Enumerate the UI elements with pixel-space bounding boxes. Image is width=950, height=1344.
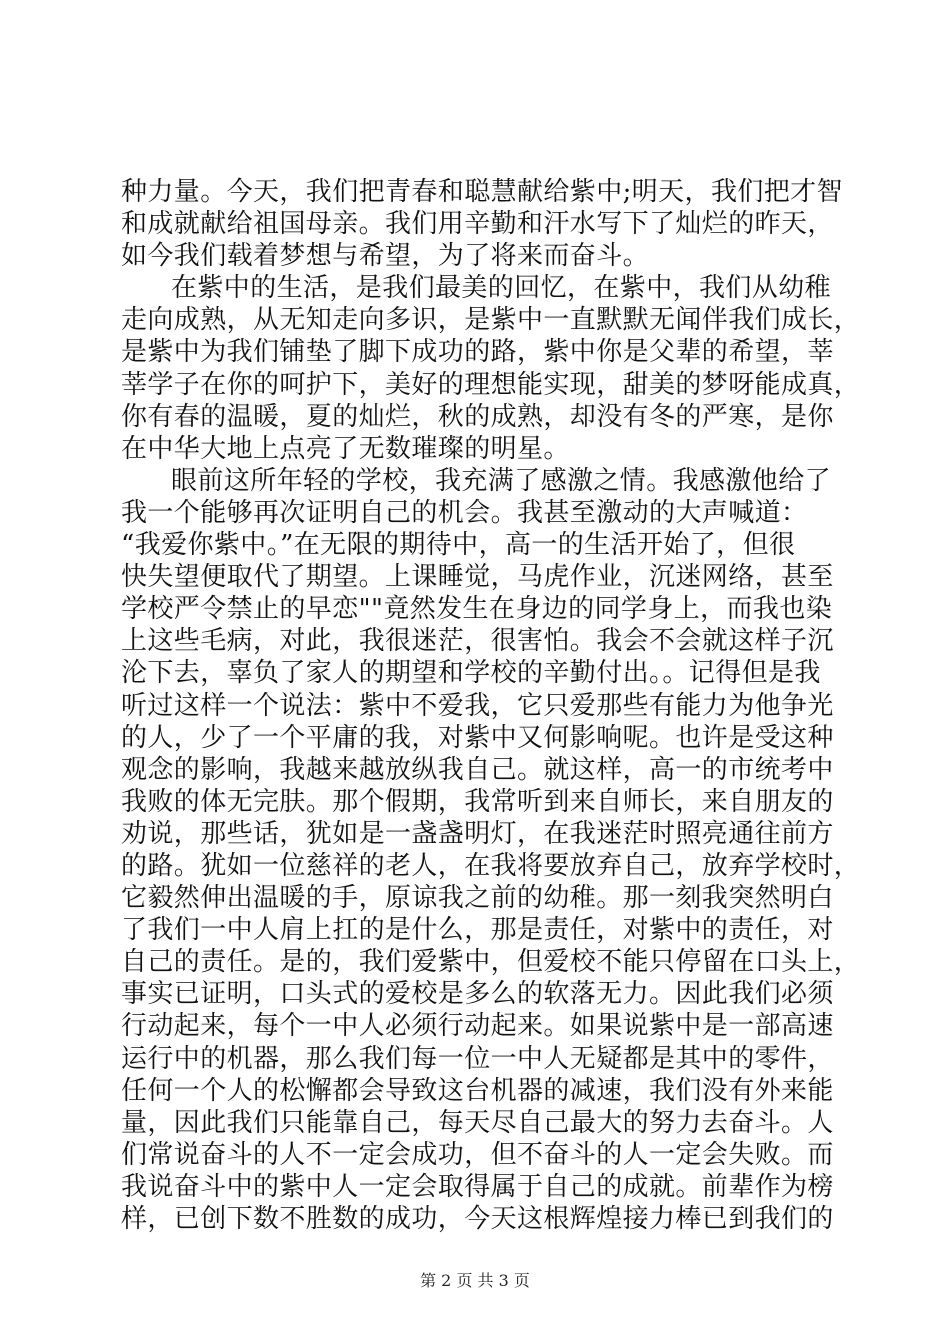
text-line: 和成就献给祖国母亲。我们用辛勤和汗水写下了灿烂的昨天， [121, 209, 834, 240]
body-text [121, 176, 861, 1235]
text-line: 快失望便取代了期望。上课睡觉，马虎作业，沉迷网络，甚至 [121, 562, 834, 593]
paragraph-first-line: 眼前这所年轻的学校，我充满了感激之情。我感激他给了 [171, 465, 832, 496]
text-line: 自己的责任。是的，我们爱紫中，但爱校不能只停留在口头上， [121, 947, 861, 978]
text-line: 上这些毛病，对此，我很迷茫，很害怕。我会不会就这样子沉 [121, 626, 834, 657]
page-number-footer: 第 2 页 共 3 页 [420, 1271, 530, 1290]
text-line: 们常说奋斗的人不一定会成功，但不奋斗的人一定会失败。而 [121, 1139, 834, 1170]
text-line: 是紫中为我们铺垫了脚下成功的路，紫中你是父辈的希望，莘 [121, 337, 834, 368]
text-line: 沦下去，辜负了家人的期望和学校的辛勤付出。。记得但是我 [121, 658, 821, 689]
text-line: 莘学子在你的呵护下，美好的理想能实现，甜美的梦呀能成真， [121, 369, 861, 400]
text-line: 运行中的机器，那么我们每一位一中人无疑都是其中的零件， [121, 1043, 834, 1074]
text-line: 我一个能够再次证明自己的机会。我甚至激动的大声喊道： [121, 497, 808, 528]
text-line: 听过这样一个说法：紫中不爱我，它只爱那些有能力为他争光 [121, 690, 834, 721]
text-line: 的人，少了一个平庸的我，对紫中又何影响呢。也许是受这种 [121, 722, 834, 753]
text-line: 如今我们载着梦想与希望，为了将来而奋斗。 [121, 241, 650, 272]
text-line: 样，已创下数不胜数的成功，今天这根辉煌接力棒已到我们的 [121, 1204, 834, 1234]
text-line: 种力量。今天，我们把青春和聪慧献给紫中;明天，我们把才智 [121, 177, 843, 207]
text-line: 的路。犹如一位慈祥的老人，在我将要放弃自己，放弃学校时， [121, 850, 861, 881]
text-line: “我爱你紫中。”在无限的期待中，高一的生活开始了，但很 [121, 530, 796, 561]
text-line: 劝说，那些话，犹如是一盏盏明灯，在我迷茫时照亮通往前方 [121, 818, 834, 849]
text-line: 行动起来，每个一中人必须行动起来。如果说紫中是一部高速 [121, 1011, 834, 1042]
text-line: 观念的影响，我越来越放纵我自己。就这样，高一的市统考中 [121, 754, 834, 785]
text-line: 走向成熟，从无知走向多识，是紫中一直默默无闻伴我们成长， [121, 305, 861, 336]
text-line: 事实已证明，口头式的爱校是多么的软落无力。因此我们必须 [121, 979, 834, 1010]
text-line: 任何一个人的松懈都会导致这台机器的减速，我们没有外来能 [121, 1075, 834, 1106]
text-line: 学校严令禁止的早恋""竟然发生在身边的同学身上，而我也染 [121, 594, 833, 625]
text-line: 你有春的温暖，夏的灿烂，秋的成熟，却没有冬的严寒，是你 [121, 401, 834, 432]
text-line: 我败的体无完肤。那个假期，我常听到来自师长，来自朋友的 [121, 786, 834, 817]
text-line: 它毅然伸出温暖的手，原谅我之前的幼稚。那一刻我突然明白 [121, 883, 834, 914]
text-line: 在中华大地上点亮了无数璀璨的明星。 [121, 433, 570, 464]
text-line: 我说奋斗中的紫中人一定会取得属于自己的成就。前辈作为榜 [121, 1171, 834, 1202]
paragraph-first-line: 在紫中的生活，是我们最美的回忆，在紫中，我们从幼稚 [171, 273, 832, 304]
text-line: 了我们一中人肩上扛的是什么，那是责任，对紫中的责任，对 [121, 915, 834, 946]
text-line: 量，因此我们只能靠自己，每天尽自己最大的努力去奋斗。人 [121, 1107, 834, 1138]
